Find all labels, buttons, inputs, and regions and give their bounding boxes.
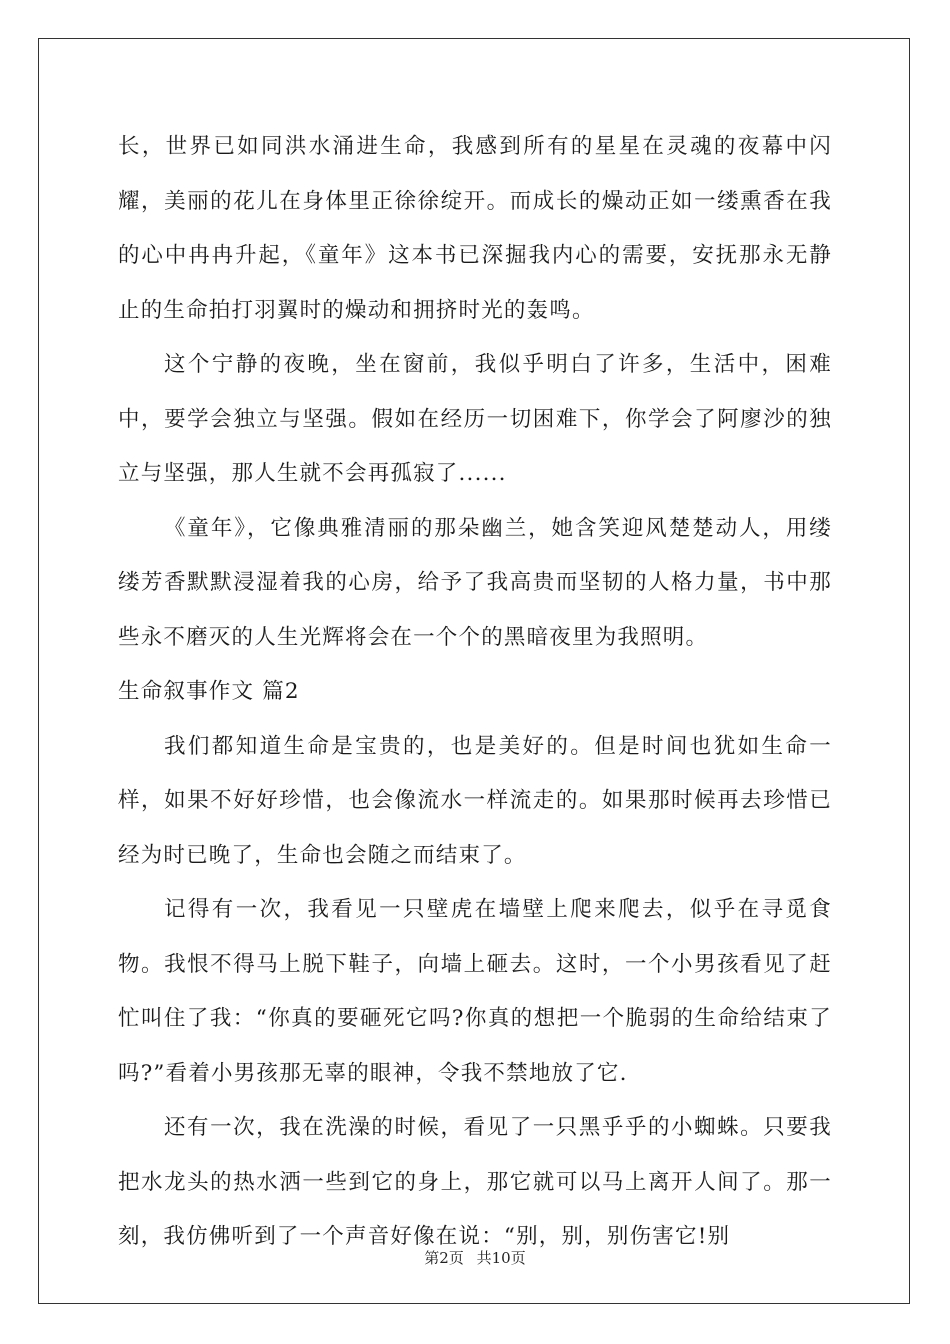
document-body — [118, 120, 832, 1265]
page-total: 共10页 — [476, 1249, 526, 1267]
paragraph: 长，世界已如同洪水涌进生命，我感到所有的星星在灵魂的夜幕中闪耀，美丽的花儿在身体里正徐徐绽开。而成长的燥动正如一缕熏香在我的心中冉冉升起，《童年》这本书已深掘我内心的需要，安抚那永无静止的生命拍打羽翼时的燥动和拥挤时光的轰鸣。 — [118, 134, 832, 323]
page-footer — [0, 1247, 950, 1268]
paragraph: 还有一次，我在洗澡的时候，看见了一只黑乎乎的小蜘蛛。只要我把水龙头的热水洒一些到它的身上，那它就可以马上离开人间了。那一刻，我仿佛听到了一个声音好像在说：“别，别，别伤害它!别 — [118, 1115, 832, 1249]
paragraph: 这个宁静的夜晚，坐在窗前，我似乎明白了许多，生活中，困难中，要学会独立与坚强。假如在经历一切困难下，你学会了阿廖沙的独立与坚强，那人生就不会再孤寂了...... — [118, 352, 832, 486]
paragraph: 记得有一次，我看见一只壁虎在墙壁上爬来爬去，似乎在寻觅食物。我恨不得马上脱下鞋子，向墙上砸去。这时，一个小男孩看见了赶忙叫住了我：“你真的要砸死它吗?你真的想把一个脆弱的生命给结束了吗?”看着小男孩那无辜的眼神，令我不禁地放了它. — [118, 897, 832, 1086]
page-number: 第2页 — [424, 1249, 464, 1267]
paragraph: 《童年》，它像典雅清丽的那朵幽兰，她含笑迎风楚楚动人，用缕缕芳香默默浸湿着我的心房，给予了我高贵而坚韧的人格力量，书中那些永不磨灭的人生光辉将会在一个个的黑暗夜里为我照明。 — [118, 515, 832, 650]
paragraph: 我们都知道生命是宝贵的，也是美好的。但是时间也犹如生命一样，如果不好好珍惜，也会像流水一样流走的。如果那时候再去珍惜已经为时已晚了，生命也会随之而结束了。 — [118, 733, 832, 868]
section-heading: 生命叙事作文 篇2 — [118, 679, 300, 704]
